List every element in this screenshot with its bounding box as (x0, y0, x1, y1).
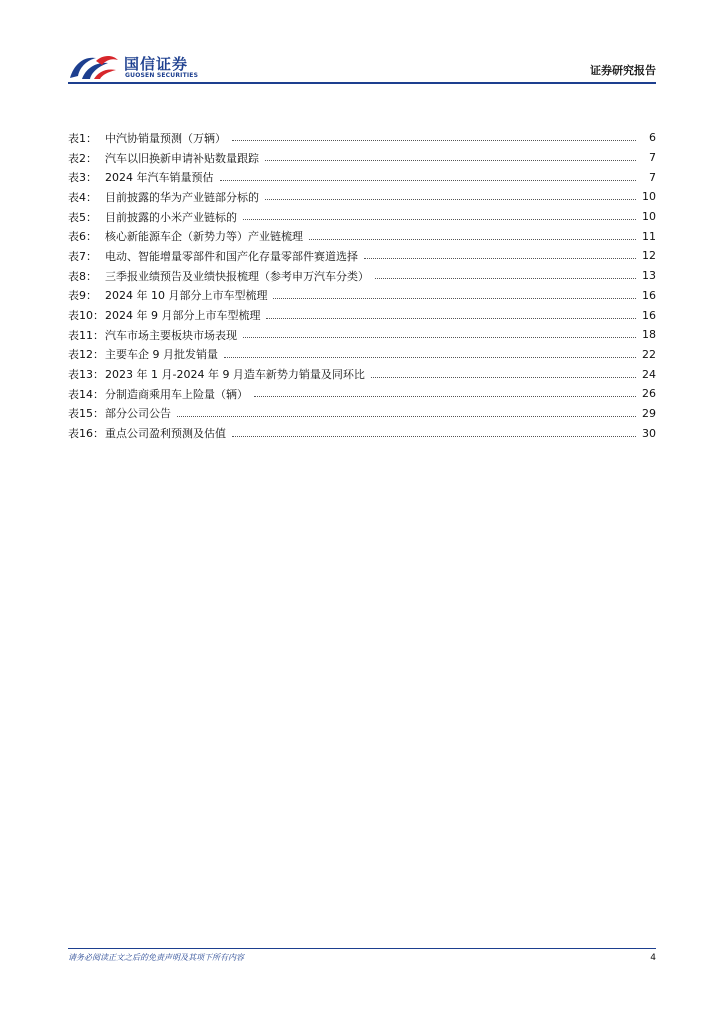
toc-entry[interactable] (68, 187, 656, 207)
toc-entry-title: 核心新能源车企（新势力等）产业链梳理 (105, 230, 303, 244)
toc-entry[interactable] (68, 207, 656, 227)
toc-dot-leader (375, 278, 636, 279)
toc-entry-label: 表7： (68, 249, 97, 263)
toc-entry-title: 汽车市场主要板块市场表现 (105, 328, 237, 342)
toc-entry-label: 表16： (68, 427, 104, 441)
toc-entry-title: 三季报业绩预告及业绩快报梳理（参考申万汽车分类） (105, 269, 369, 283)
toc-entry-title: 中汽协销量预测（万辆） (105, 131, 226, 145)
toc-dot-leader (309, 239, 636, 240)
toc-entry-label: 表13： (68, 368, 104, 382)
toc-dot-leader (243, 337, 636, 338)
toc-entry-label: 表3： (68, 171, 97, 185)
toc-entry[interactable] (68, 128, 656, 148)
disclaimer-text: 请务必阅读正文之后的免责声明及其项下所有内容 (68, 953, 244, 962)
logo-text-en: GUOSEN SECURITIES (125, 72, 199, 79)
toc-entry-title: 2024 年 9 月部分上市车型梳理 (105, 309, 261, 323)
toc-entry-page: 16 (642, 308, 656, 322)
table-of-tables (68, 128, 656, 443)
toc-entry-page: 7 (649, 151, 656, 165)
toc-dot-leader (220, 180, 637, 181)
footer-divider (68, 948, 656, 949)
toc-entry-title: 目前披露的华为产业链部分标的 (105, 190, 259, 204)
toc-entry-page: 24 (642, 367, 656, 381)
toc-dot-leader (232, 140, 636, 141)
toc-entry-label: 表10： (68, 309, 104, 323)
toc-entry[interactable] (68, 305, 656, 325)
toc-entry-page: 12 (642, 249, 656, 263)
toc-entry[interactable] (68, 286, 656, 306)
toc-entry-label: 表11： (68, 328, 104, 342)
toc-entry-title: 重点公司盈利预测及估值 (105, 427, 226, 441)
toc-entry[interactable] (68, 266, 656, 286)
toc-entry-label: 表5： (68, 210, 97, 224)
toc-dot-leader (265, 199, 636, 200)
toc-entry[interactable] (68, 325, 656, 345)
toc-dot-leader (243, 219, 636, 220)
toc-dot-leader (224, 357, 636, 358)
toc-entry-title: 部分公司公告 (105, 407, 171, 421)
toc-entry-label: 表6： (68, 230, 97, 244)
toc-entry-page: 10 (642, 210, 656, 224)
guosen-logo-mark-icon (68, 52, 120, 82)
logo-text-cn: 国信证券 (124, 55, 189, 73)
toc-dot-leader (273, 298, 636, 299)
toc-entry-title: 2024 年 10 月部分上市车型梳理 (105, 289, 268, 303)
toc-entry[interactable] (68, 246, 656, 266)
toc-entry-page: 29 (642, 406, 656, 420)
guosen-logo (68, 50, 228, 84)
toc-entry-label: 表14： (68, 387, 104, 401)
toc-entry-page: 16 (642, 288, 656, 302)
toc-entry-page: 26 (642, 387, 656, 401)
toc-dot-leader (232, 436, 636, 437)
toc-entry-title: 2024 年汽车销量预估 (105, 171, 214, 185)
toc-dot-leader (265, 160, 636, 161)
toc-entry-page: 6 (649, 131, 656, 145)
toc-entry-label: 表2： (68, 151, 97, 165)
toc-entry-page: 18 (642, 328, 656, 342)
toc-dot-leader (371, 377, 636, 378)
toc-entry-label: 表4： (68, 190, 97, 204)
toc-entry-page: 22 (642, 347, 656, 361)
toc-entry-label: 表8： (68, 269, 97, 283)
toc-dot-leader (364, 258, 636, 259)
page-number: 4 (650, 953, 656, 963)
toc-entry-page: 13 (642, 269, 656, 283)
toc-entry-title: 电动、智能增量零部件和国产化存量零部件赛道选择 (105, 249, 358, 263)
toc-entry-page: 11 (642, 229, 656, 243)
toc-entry-page: 7 (649, 170, 656, 184)
toc-dot-leader (254, 396, 636, 397)
toc-entry[interactable] (68, 423, 656, 443)
header-divider (68, 82, 656, 84)
toc-entry-label: 表1： (68, 131, 97, 145)
toc-dot-leader (177, 416, 636, 417)
toc-entry[interactable] (68, 226, 656, 246)
page-header (68, 50, 656, 86)
toc-entry-title: 分制造商乘用车上险量（辆） (105, 387, 248, 401)
toc-entry-title: 2023 年 1 月-2024 年 9 月造车新势力销量及同环比 (105, 368, 365, 382)
toc-entry-page: 30 (642, 426, 656, 440)
report-type-label: 证券研究报告 (590, 64, 656, 77)
toc-entry[interactable] (68, 384, 656, 404)
toc-entry-title: 目前披露的小米产业链标的 (105, 210, 237, 224)
toc-entry[interactable] (68, 148, 656, 168)
toc-entry-title: 汽车以旧换新申请补贴数量跟踪 (105, 151, 259, 165)
toc-entry-label: 表12： (68, 348, 104, 362)
toc-entry-page: 10 (642, 190, 656, 204)
toc-dot-leader (266, 318, 636, 319)
toc-entry[interactable] (68, 345, 656, 365)
toc-entry[interactable] (68, 404, 656, 424)
toc-entry[interactable] (68, 364, 656, 384)
toc-entry-label: 表9： (68, 289, 97, 303)
toc-entry-label: 表15： (68, 407, 104, 421)
toc-entry-title: 主要车企 9 月批发销量 (105, 348, 218, 362)
toc-entry[interactable] (68, 167, 656, 187)
